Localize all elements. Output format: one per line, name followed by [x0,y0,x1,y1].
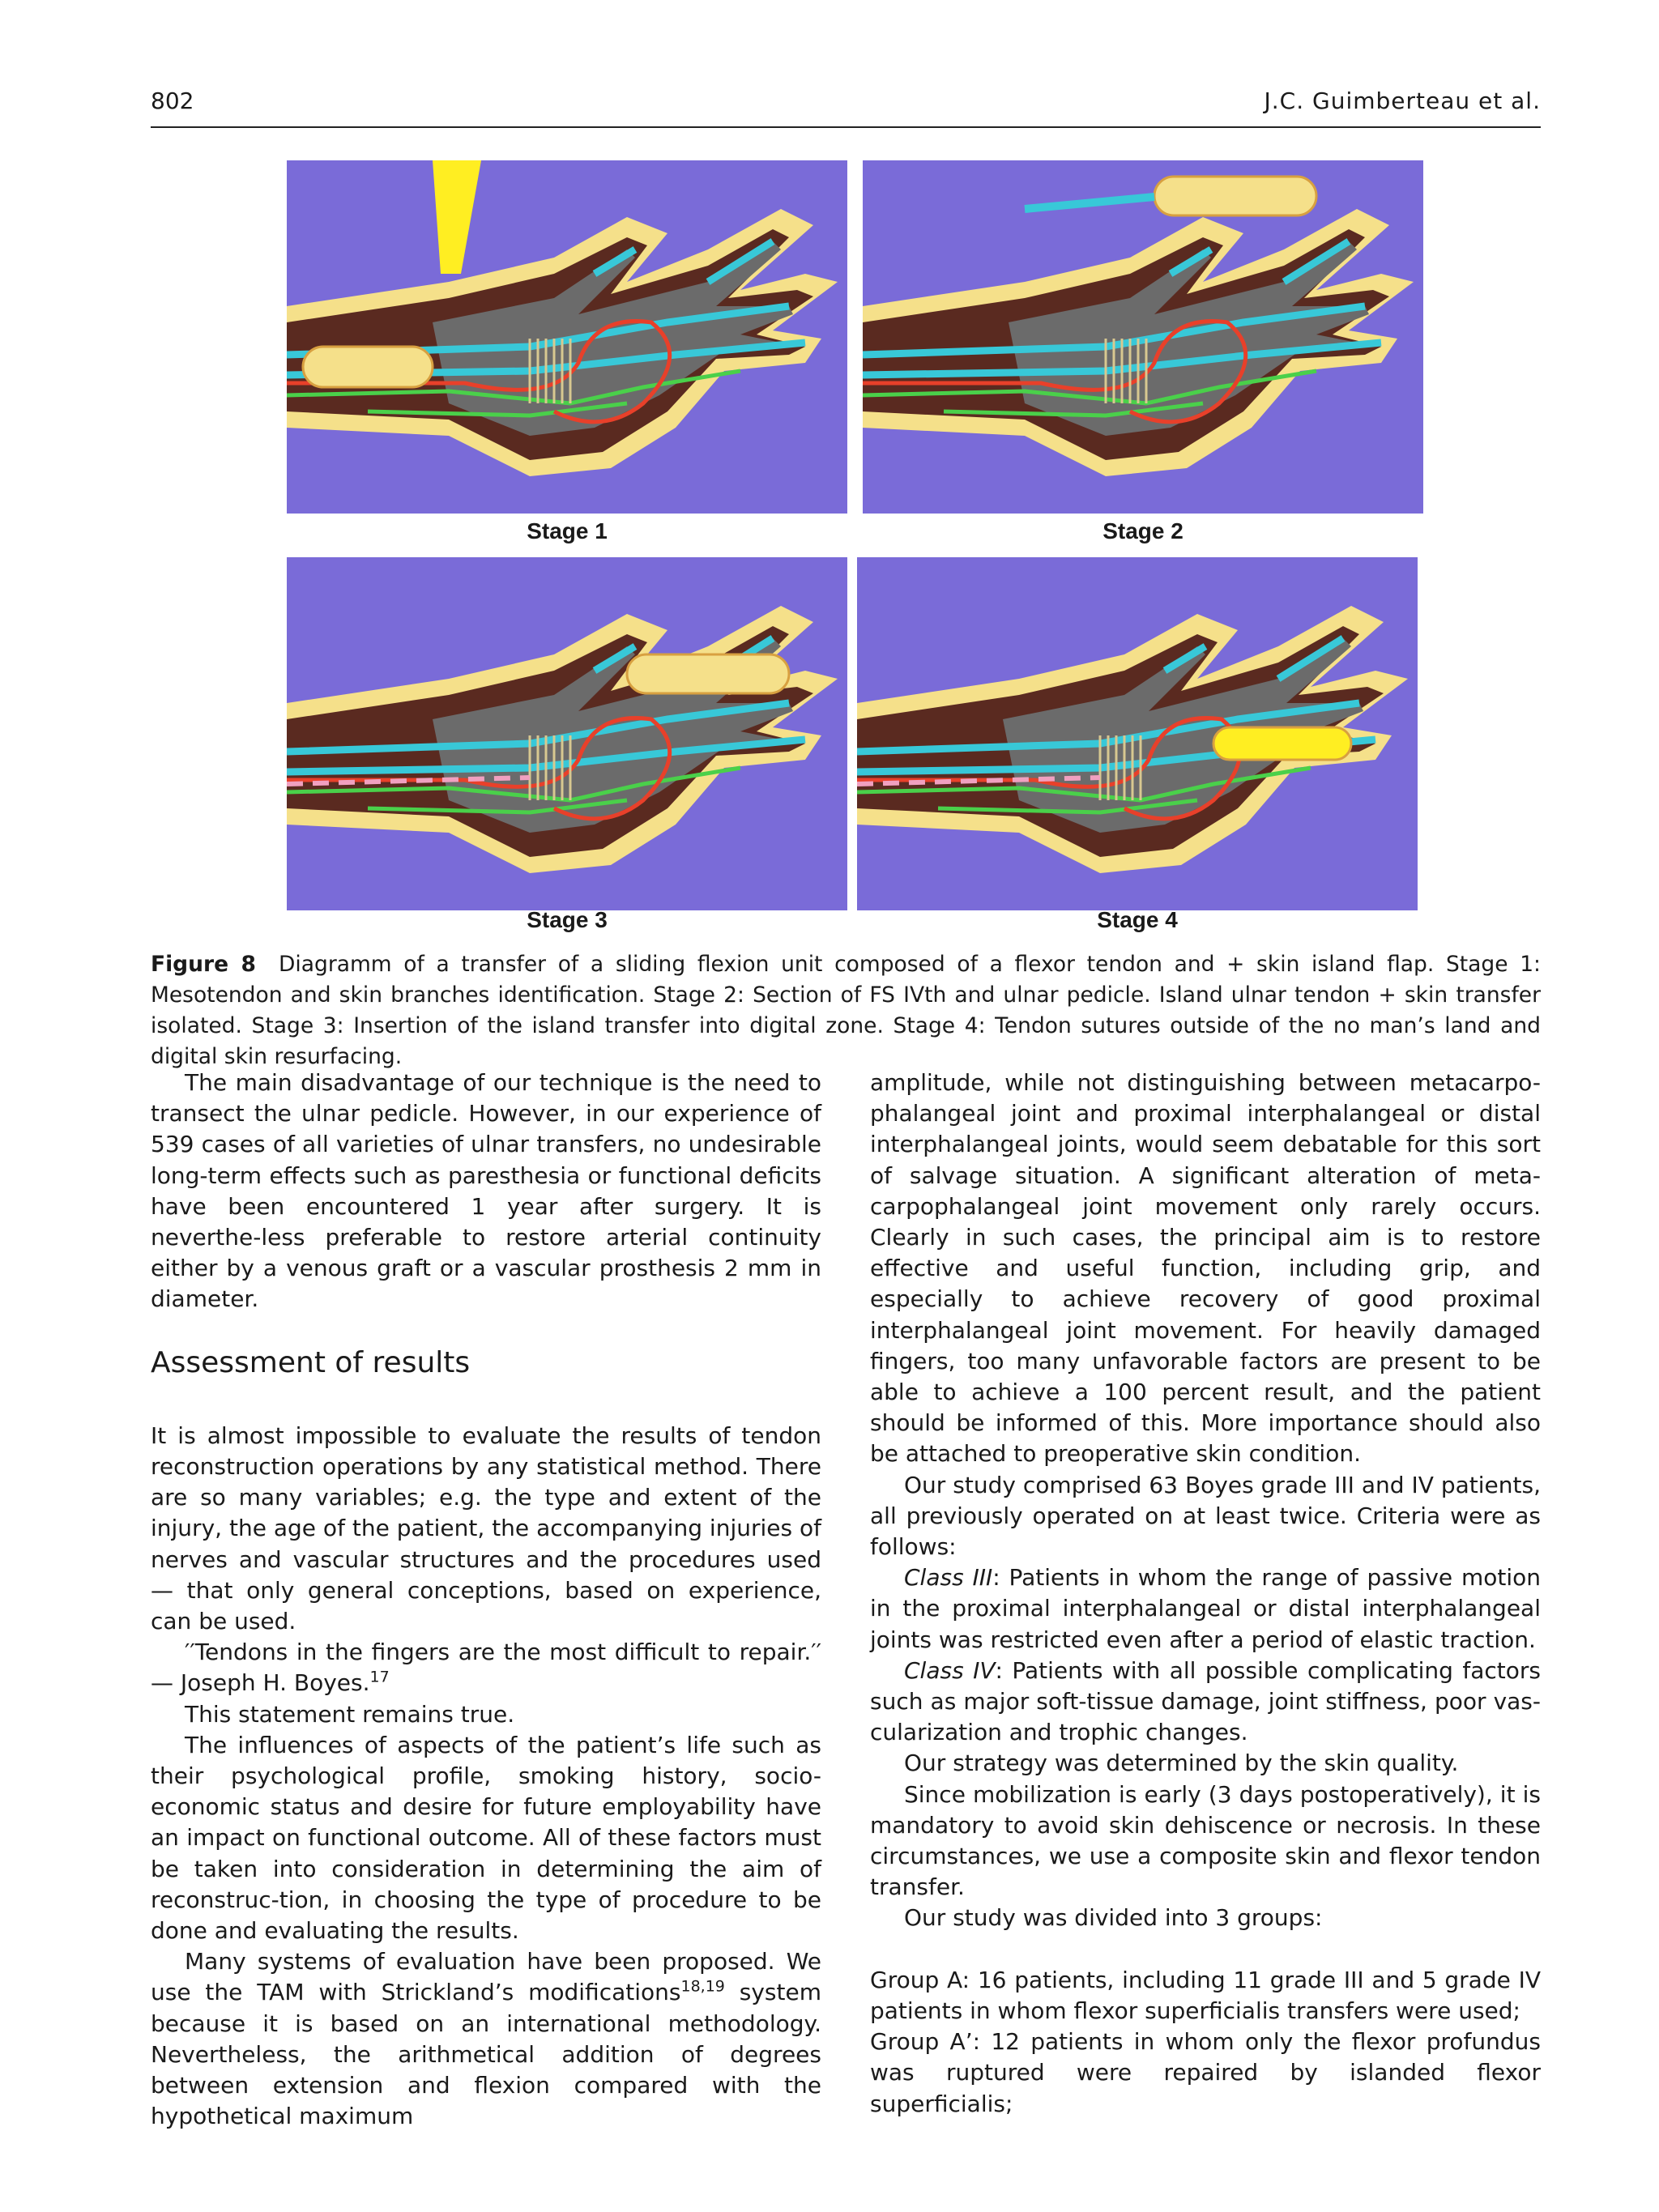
skin-island [303,347,433,387]
class-iv-paragraph [870,1656,1541,1749]
paragraph: Our study comprised 63 Boyes grade III and IV patients, all previously operated on at least twice. Criteria were as follows: [870,1471,1541,1561]
quote-paragraph [151,1637,821,1698]
class-iii-paragraph [870,1562,1541,1656]
paragraph: Our study was divided into 3 groups: [904,1904,1323,1932]
skin-island [1213,727,1351,760]
skin-island [627,654,789,693]
paragraph: Since mobilization is early (3 days postoperatively), it is mandatory to avoid skin dehiscence or necrosis. In these circumstances, we use a composite skin and flexor tendon transfer. [870,1780,1541,1901]
hand-diagram-stage-1 [287,160,847,514]
quote: ′′Tendons in the fingers are the most difficult to repair.′′ — Joseph H. Boyes. [151,1639,821,1697]
page-header [151,87,1541,128]
text-span: : Patients in whom the range of passive motion in the proximal interphalangeal or distal interphalangeal joints was restricted even after a period of elastic traction. [870,1564,1541,1653]
paragraph: The influences of aspects of the patient’s life such as their psychological profile, smoking history, socio-economic status and desire for future employability have an impact on functional outcome. All of these factors must be taken into consideration in determining the aim of reconstruc-tion, in choosing the type of procedure to be done and evaluating the results. [151,1731,821,1945]
paragraph [151,1946,821,2132]
skin-island [1154,177,1316,215]
hand-diagram-stage-4 [857,557,1418,910]
right-column [870,1068,1541,2120]
running-head: J.C. Guimberteau et al. [1264,87,1541,114]
section-title: Assessment of results [151,1345,471,1379]
group-a: Group A: 16 patients, including 11 grade III and 5 grade IV patients in whom flexor superficialis transfers were used; [870,1966,1541,2024]
stage-2-label: Stage 2 [1102,518,1183,543]
text-span: Many systems of evaluation have been proposed. We use the TAM with Strickland’s modifications [151,1948,821,2006]
caption-text: Diagramm of a transfer of a sliding flexion unit composed of a flexor tendon and + skin island flap. Stage 1: Mesotendon and skin branches identification. Stage 2: Section of FS IVth and ulnar pedicle. Island ulnar tendon + skin transfer isolated. Stage 3: Insertion of the island transfer into digital zone. Stage 4: Tendon sutures outside of the no man’s land and digital skin resurfacing. [151,952,1541,1069]
figure-panel-stage-1 [287,160,847,514]
stage-4-label: Stage 4 [1097,907,1178,932]
page-number: 802 [151,87,194,114]
text-span: : Patients with all possible complicating factors such as major soft-tissue damage, joint stiffness, poor vas-cularization and trophic changes. [870,1656,1541,1746]
figure-label: Figure 8 [151,952,256,977]
reference-17: 17 [369,1669,390,1687]
text-span: system because it is based on an international methodology. Nevertheless, the arithmetical addition of degrees between extension and flexion compared with the hypothetical maximum [151,1979,821,2130]
hand-diagram-stage-2 [863,160,1423,514]
class-iv-label: Class IV [904,1656,996,1684]
paragraph: This statement remains true. [185,1700,515,1728]
left-column [151,1068,821,2133]
stage-1-label: Stage 1 [527,518,608,543]
figure-caption [151,949,1541,1072]
paragraph: The main disadvantage of our technique is the need to transect the ulnar pedicle. However, in our experience of 539 cases of all varieties of ulnar transfers, no undesirable long-term effects such as paresthesia or functional deficits have been encountered 1 year after surgery. It is neverthe-less preferable to restore arterial continuity either by a venous graft or a vascular prosthesis 2 mm in diameter. [151,1069,821,1313]
group-a-prime: Group A’: 12 patients in whom only the flexor profundus was ruptured were repaired by islanded flexor superficialis; [870,2028,1541,2117]
figure-panel-stage-2 [863,160,1423,514]
hand-diagram-stage-3 [287,557,847,910]
paragraph: Our strategy was determined by the skin quality. [904,1750,1459,1777]
figure-panel-stage-3 [287,557,847,910]
stage-3-label: Stage 3 [527,907,608,932]
paragraph: It is almost impossible to evaluate the results of tendon reconstruction operations by any statistical method. There are so many variables; e.g. the type and extent of the injury, the age of the patient, the accompanying injuries of nerves and vascular structures and the procedures used — that only general conceptions, based on experience, can be used. [151,1421,821,1635]
paragraph: amplitude, while not distinguishing between metacarpo-phalangeal joint and proximal interphalangeal or distal interphalangeal joints, would seem debatable for this sort of salvage situation. A significant alteration of meta-carpophalangeal joint movement only rarely occurs. Clearly in such cases, the principal aim is to restore effective and useful function, including grip, and especially to achieve recovery of good proximal interphalangeal joint movement. For heavily damaged fingers, too many unfavorable factors are present to be able to achieve a 100 percent result, and the patient should be informed of this. More importance should also be attached to preoperative skin condition. [870,1069,1541,1468]
reference-18-19: 18,19 [680,1978,725,1997]
class-iii-label: Class III [904,1564,993,1592]
figure-panel-stage-4 [857,557,1418,910]
